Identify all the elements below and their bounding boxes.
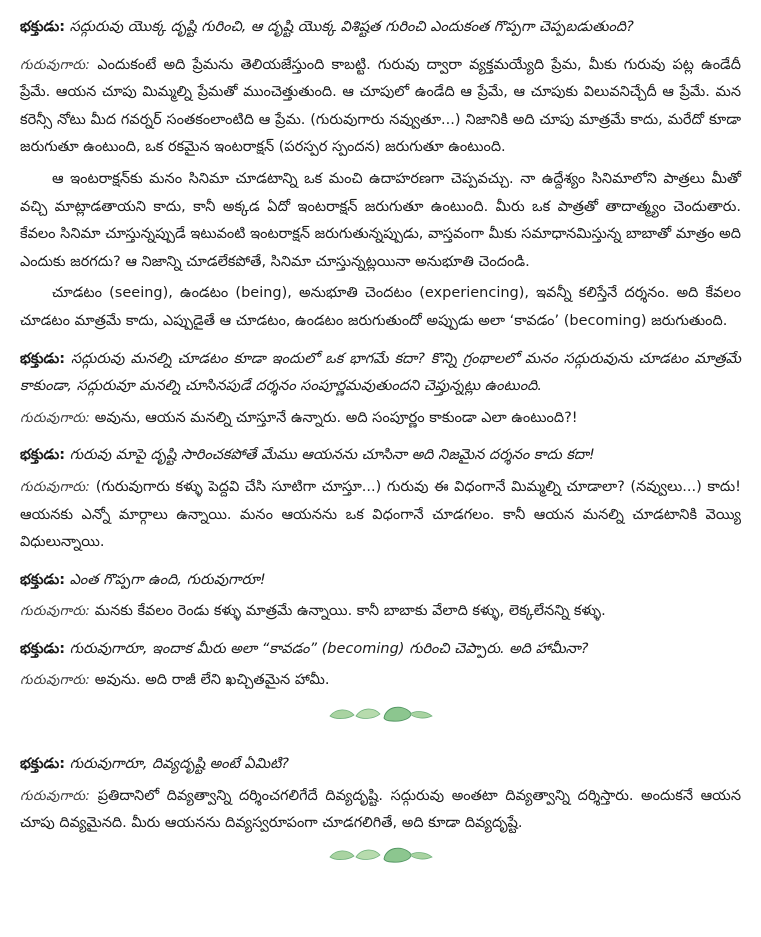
answer-paragraph — [20, 405, 741, 433]
speaker-guru-label: గురువుగారు: — [20, 56, 91, 73]
answer-paragraph — [20, 783, 741, 838]
question-paragraph — [20, 636, 741, 664]
question-paragraph — [20, 442, 741, 470]
speaker-guru-label: గురువుగారు: — [20, 603, 91, 620]
question-text: సద్గురువు మనల్ని చూడటం కూడా ఇందులో ఒక భాగమే కదా? కొన్ని గ్రంథాలలో మనం సద్గురువును చూడటం మాత్రమే కాకుండా, సద్గురువూ మనల్ని చూసినపుడే దర్శనం సంపూర్ణమవుతుందని చెప్తున్నట్లు ఉంటుంది. — [20, 350, 741, 395]
question-paragraph — [20, 567, 741, 595]
answer-paragraph — [20, 280, 741, 335]
leaf-ornament-icon — [20, 842, 741, 866]
speaker-devotee-label: భక్తుడు: — [20, 571, 66, 588]
answer-text: ఎందుకంటే అది ప్రేమను తెలియజేస్తుంది కాబట్టి. గురువు ద్వారా వ్యక్తమయ్యేది ప్రేమ, మీకు గురువు పట్ల ఉండేదీ ప్రేమే. ఆయన చూపు మిమ్మల్ని ప్రేమతో ముంచెత్తుతుంది. ఆ చూపులో ఉండేది ఆ ప్రేమే, ఆ చూపుకు విలువనిచ్చేదీ ఆ ప్రేమే. మన కరెన్సీ నోటు మీద గవర్నర్ సంతకంలాంటిది ఆ ప్రేమ. (గురువుగారు నవ్వుతూ...) నిజానికి అది చూపు మాత్రమే కాదు, మరేదో కూడా జరుగుతూ ఉంటుంది, ఒక రకమైన ఇంటరాక్షన్ (పరస్పర స్పందన) జరుగుతూ ఉంటుంది. — [20, 56, 742, 156]
answer-text: అవును. అది రాజీ లేని ఖచ్చితమైన హామీ. — [94, 672, 330, 689]
question-paragraph — [20, 14, 741, 42]
question-paragraph — [20, 751, 741, 779]
answer-text: (గురువుగారు కళ్ళు పెద్దవి చేసి సూటిగా చూస్తూ...) గురువు ఈ విధంగానే మిమ్మల్ని చూడాలా? (నవ్వులు...) కాదు! ఆయనకు ఎన్నో మార్గాలు ఉన్నాయి. మనం ఆయనను ఒక విధంగానే చూడగలం. కానీ ఆయన మనల్ని చూడటానికి వెయ్యి విధులున్నాయి. — [20, 478, 741, 551]
question-text: గురువుగారూ, దివ్యదృష్టి అంటే ఏమిటి? — [69, 756, 289, 773]
answer-paragraph — [20, 598, 741, 626]
speaker-devotee-label: భక్తుడు: — [20, 19, 66, 35]
answer-text: చూడటం (seeing), ఉండటం (being), అనుభూతి చెందటం (experiencing), ఇవన్నీ కలిస్తేనే దర్శనం. అది కేవలం చూడటం మాత్రమే కాదు, ఎప్పుడైతే ఆ చూడటం, ఉండటం జరుగుతుందో అప్పుడు అలా ‘కావడం’ (becoming) జరుగుతుంది. — [20, 285, 741, 329]
speaker-devotee-label: భక్తుడు: — [20, 756, 66, 773]
answer-text: అవును, ఆయన మనల్ని చూస్తూనే ఉన్నారు. అది సంపూర్ణం కాకుండా ఎలా ఉంటుంది?! — [94, 409, 578, 426]
speaker-guru-label: గురువుగారు: — [20, 672, 91, 689]
answer-paragraph — [20, 166, 741, 276]
speaker-devotee-label: భక్తుడు: — [20, 640, 66, 657]
question-text: ఎంత గొప్పగా ఉంది, గురువుగారూ! — [69, 571, 266, 588]
answer-paragraph — [20, 52, 741, 162]
answer-text: మనకు కేవలం రెండు కళ్ళు మాత్రమే ఉన్నాయి. కానీ బాబాకు వేలాది కళ్ళు, లెక్కలేనన్ని కళ్ళు. — [94, 603, 606, 620]
answer-text: ఆ ఇంటరాక్షన్‌కు మనం సినిమా చూడటాన్ని ఒక మంచి ఉదాహరణగా చెప్పవచ్చు. నా ఉద్దేశ్యం సినిమాలోని పాత్రలు మీతో వచ్చి మాట్లాడతాయని కాదు, కానీ అక్కడ ఏదో ఇంటరాక్షన్ జరుగుతూ ఉంటుంది. మీరు ఒక పాత్రతో తాదాత్మ్యం చెందుతారు. కేవలం సినిమా చూస్తున్నప్పుడే ఇటువంటి ఇంటరాక్షన్ జరుగుతున్నప్పుడు, వాస్తవంగా మీకు సమాధానమిస్తున్న బాబాతో మాత్రం అది ఎందుకు జరగదు? ఆ నిజాన్ని చూడలేకపోతే, సినిమా చూస్తున్నట్లయినా అనుభూతి చెందండి. — [20, 170, 741, 270]
answer-text: ప్రతిదానిలో దివ్యత్వాన్ని దర్శించగలిగేదే దివ్యదృష్టి. సద్గురువు అంతటా దివ్యత్వాన్ని దర్శిస్తారు. అందుకనే ఆయన చూపు దివ్యమైనది. మీరు ఆయనను దివ్యస్వరూపంగా చూడగలిగితే, అది కూడా దివ్యదృష్టే. — [20, 787, 741, 832]
speaker-devotee-label: భక్తుడు: — [20, 350, 66, 367]
question-text: సద్గురువు యొక్క దృష్టి గురించి, ఆ దృష్టి యొక్క విశిష్టత గురించి ఎందుకంత గొప్పగా చెప్పబడుతుంది? — [69, 19, 634, 35]
answer-paragraph — [20, 667, 741, 695]
speaker-devotee-label: భక్తుడు: — [20, 447, 66, 464]
question-text: గురువు మాపై దృష్టి సారించకపోతే మేము ఆయనను చూసినా అది నిజమైన దర్శనం కాదు కదా! — [69, 447, 595, 464]
question-text: గురువుగారూ, ఇందాక మీరు అలా “కావడం” (becoming) గురించి చెప్పారు. అది హామీనా? — [69, 640, 589, 657]
speaker-guru-label: గురువుగారు: — [20, 409, 91, 426]
answer-paragraph — [20, 474, 741, 557]
question-paragraph — [20, 346, 741, 401]
speaker-guru-label: గురువుగారు: — [20, 478, 91, 495]
leaf-ornament-icon — [20, 701, 741, 725]
speaker-guru-label: గురువుగారు: — [20, 787, 91, 804]
